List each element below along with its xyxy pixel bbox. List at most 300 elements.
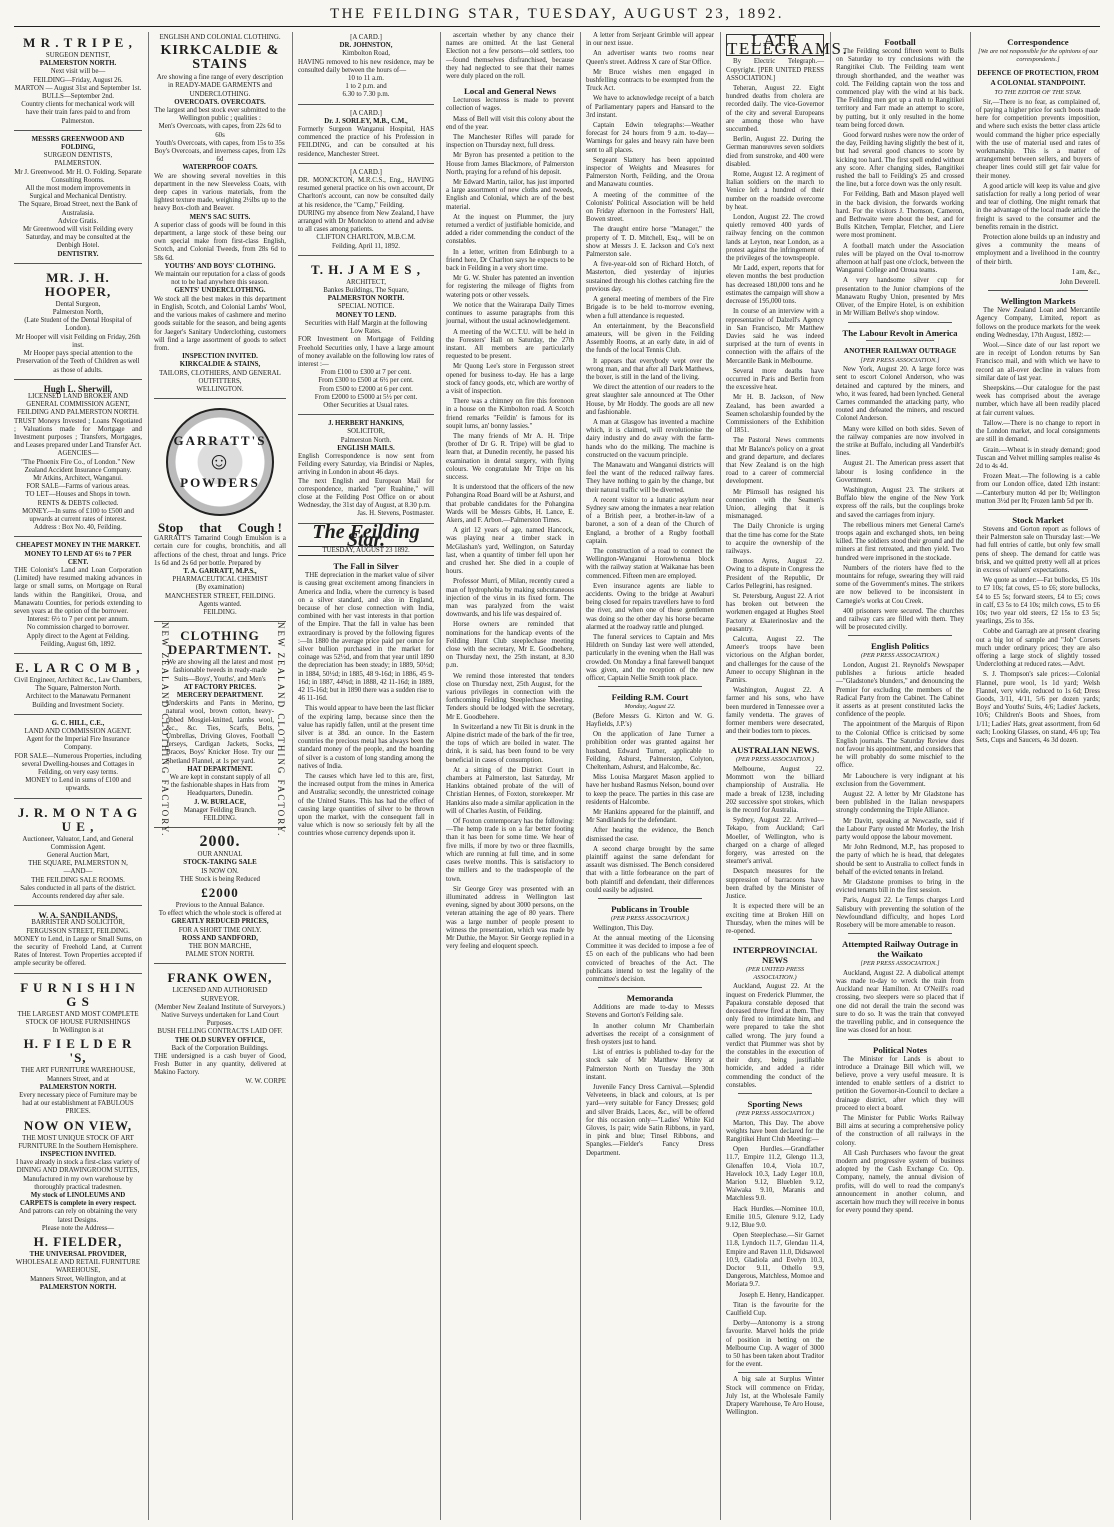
section-divider [988,509,1088,510]
ad-line: PALMERSTON. [54,160,102,168]
ad-line: From £300 to £500 at 6½ per cent. [318,377,414,385]
ad-line: DURING my absence from New Zealand, I have arranged with Dr Monckton to attend and advise to all cases among patients. [298,209,434,234]
ad-line: MERCERY DEPARTMENT. [176,691,264,699]
stocktaking-sale-ad [154,831,286,964]
news-item: It appears that everybody wept over the wrong man, and that after all Dark Matthews, the boxer, is still in the land of the living. [586,357,714,381]
waikato-source: [PER PRESS ASSOCIATION.] [860,960,940,968]
telegram-item: The Daily Chronicle is urging that the time has come for the State to acquire the ownership of the railways. [726,523,824,555]
ad-line: FEILDING AND PALMERSTON NORTH. [17,409,139,417]
ad-line: Accounts rendered day after sale. [31,893,125,901]
ad-line: Next visit will be— [50,68,106,76]
australian-news-source: (PER PRESS ASSOCIATION.) [735,756,815,764]
column-rule [148,32,149,1520]
letter-paragraph: Sir,—There is no fear, as complained of, of paying a higher price for such boots made here for competition prevents imposition, and where such exists the better class article would command the higher price especially with the use of material used and rates of workmanship. This is a matter of arrangement between sellers, and buyers of cheaper lines could still get fair value for their money. [976,98,1100,180]
ad-line: PHARMACEUTICAL CHEMIST [172,576,268,584]
telegram-item: Mr H. B. Jackson, of New Zealand, has been awarded a Seamen scholarship founded by the Commissioners of the Exhibition of 1851. [726,394,824,435]
article-paragraph: A very handsome silver cup for presentation to the Junior champions of the Manawatu Rugby Union, presented by Mrs Oliver, of the Empire Hotel, is on exhibition in Mr William Bellve's shop window. [836,277,964,318]
column-3 [298,32,434,1520]
ad-line: Manufactured in my own warehouse by thoroughly practical tradesmen. [23,1175,133,1191]
ad-line: GREATLY REDUCED PRICES, [171,918,269,926]
article-paragraph: Numbers of the rioters have fled to the mountains for refuge, swearing they will raid some of the Government's mines. The strikers are now believed to be inconsistent in Carnegie's works at Cou Creek. [836,564,964,605]
ad-line: ROSS AND SANDFORD, [182,934,258,942]
letter-paragraph: Protection alone builds up an industry and gives a community the means of employment and a livelihood in the country of their birth. [976,234,1100,266]
garratts-powders-logo [166,408,274,516]
memoranda-heading: Memoranda [626,993,674,1004]
sport-item: Marton, This Day. The above weights have been declared for the Rangitikei Hunt Club Meeting:— [726,1119,824,1143]
news-item: Of Foxton contemporary has the following:—The hemp trade is on a far better footing than it has been for some time. We hear of five mills, if more by two or three flaxmills, which are running at full time, and in some cases twelve months. This is satisfactory to the millers and to the tradespeople of the town. [446,818,574,883]
ad-line: H. F I E L D E R 'S, [23,1036,133,1066]
ad-line: Bankes Buildings, The Square, [323,287,409,295]
article-paragraph: Many were killed on both sides. Seven of the railway companies are now involved in the strike at Buffalo, including all Vanderbilt's lines. [836,425,964,458]
ad-line: HAVING removed to his new residence, may be consulted daily between the hours of— [298,58,434,74]
ad-line: WATERPROOF COATS. [182,164,258,172]
ad-line: LICENSED LAND BROKER AND GENERAL COMMISSION AGENT, [26,392,130,409]
column-7 [836,32,964,1520]
late-telegrams-heading: LATE TELEGRAMS. [727,31,849,59]
section-divider [598,987,702,988]
that-word: that [199,520,222,536]
ad-line: TAILORS, CLOTHIERS, AND GENERAL OUTFITTERS, [159,369,281,385]
ad-line: 6.30 to 7.30 p.m. [342,91,390,99]
news-item: A man at Glasgow has invented a machine which, it is claimed, will revolutionise the dairy industry and do away with the farm-hands who do the milking. The machine is constructed on the vacuum principle. [586,418,714,459]
ad-line: The next English and European Mail for correspondence, marked "per Ruahine," will close at the Feilding Post Office on or about Wednesday, the 31st day of August, at 8.30 p.m. [298,477,434,510]
ad-line: And patrons can rely on obtaining the very latest Designs. [18,1208,138,1224]
article-paragraph: Good forward rushes were now the order of the day, Feilding having slightly the best of it, but had several good chances to score by kicking too hard. The first spell ended without any score. After changing sides, Rangitikei rushed the ball to Feilding's 25 and crossed the line, but a force down was the only result. [836,132,964,189]
news-item: Even insurance agents are liable to accidents. Owing to the bridge at Awahuri being closed for repairs travellers have to ford the river, and when one of these gentlemen was doing so the other day his horse became alarmed at the roadway rattle and plunged. [586,582,714,631]
news-item: A letter from Serjeant Grimble will appear in our next issue. [586,32,714,48]
article-paragraph: The Feilding second fifteen went to Bulls on Saturday to try conclusions with the Rangitikei Club. The Feilding team went through shorthanded, and the weather was cold. The Feilding captain won the toss and commenced play with the wind at his back. The Feilding men got up a rush to Rangitikei territory and Farr made an attempt to score, by putting, but it only resulted in the home team being forced down. [836,48,964,129]
ad-heading: E. L A R C O M B , [15,660,141,675]
cough-word: Cough ! [237,520,282,536]
article-paragraph: ascertain whether by any chance their names are omitted. At the last General Election not a few persons—old settlers, too—found themselves disfranchised, because they had neglected to see that their names were duly placed on the roll. [446,32,574,81]
telegram-item: Rome, August 12. A regiment of Italian soldiers on the march to Venice left a hundred of their number on the roadside overcome by heat. [726,171,824,211]
ad-line: LAND AND COMMISSION AGENT. [24,728,132,736]
market-paragraph: Wool.—Since date of our last report we are in receipt of London returns by San Francisco mail, and with which we have to record an all-over decline in values from similar date of last year. [976,342,1100,382]
masthead-rule [14,26,1100,27]
telegram-item: Mr Ladd, expert, reports that for eleven months the best production has decreased 180,000 tons and he estimates the campaign will show a decrease of 195,000 tons. [726,265,824,306]
ad-line: Auctioneer, Valuator, Land, and General Commission Agent. [22,835,134,851]
letter-salutation: TO THE EDITOR OF THE STAR. [994,89,1082,97]
news-item: In Switzerland a new Tit Bit is drunk in the Alpine district made of the bark of the fir tree, the tops of which are boiled in water. The drink, it is said, has been found to be very beneficial in cases of consumption. [446,723,574,764]
ad-heading: KIRKCALDIE & STAINS [160,43,280,73]
section-divider [848,635,952,636]
ad-line: IS NOW ON. [201,867,239,875]
column-2-advertisements [154,32,286,1520]
johnston-card [298,32,434,105]
ad-line: AGENCIES— [57,450,99,458]
ad-line: English Correspondence is now sent from Feilding every Saturday, via Brindisi or Naples, arriving in London in about 46 days. [298,452,434,477]
ad-heading: MR. J. H. HOOPER, [44,269,112,299]
ad-line: Sales conducted in all parts of the district. [20,884,136,892]
memo-item: Additions are made to-day to Messrs Stevens and Gorton's Feilding sale. [586,1004,714,1020]
stock-market-heading: Stock Market [1012,514,1064,525]
section-divider [598,898,702,899]
article-heading: Local and General News [463,86,557,97]
ad-heading: FRANK OWEN, [167,970,273,986]
article-paragraph: August 21. The American press assert that labour is losing confidence in the Government. [836,460,964,484]
ad-line: DR. MONCKTON, M.R.C.S., Eng., HAVING resumed general practice on his own account, Dr Charlton's account, can now be consulted daily at his residence, the "Camp," Feilding. [298,177,434,209]
ad-line: 10 to 11 a.m. [348,75,384,83]
ad-line: From £100 to £300 at 7 per cent. [320,369,412,377]
ad-line: Jas. H. Stevens, Postmaster. [357,510,434,518]
fielder-furnishings-ad [14,977,142,1296]
news-item: The construction of a road to connect the Wellington-Wanganui Horowhenua block with the railway station at Waikanae has been commenced. Fifteen men are employed. [586,547,714,580]
ad-line: Feilding, April 11, 1892. [332,242,400,250]
section-divider [848,933,952,934]
news-item: Horse owners are reminded that nominations for the handicap events of the Feilding Hunt Club steeplechase meeting close with the secretary, Mr E. Goodbehere, on Thursday next, the 25th instant, at 8.30 p.m. [446,621,574,670]
labour-revolt-heading: The Labour Revolt in America [842,327,958,338]
ad-heading: G. C. HILL, C.E., [51,719,105,727]
railway-outrage-heading: ANOTHER RAILWAY OUTRAGE [843,345,957,355]
court-heading: Feilding R.M. Court [611,692,689,703]
ad-line: Civil Engineer, Architect &c., Law Chambers, The Square, Palmerston North. [14,677,142,693]
ad-line: We are showing all the latest and most fashionable tweeds in ready-made Suits—Boys', Youths', and Men's [166,659,274,683]
article-paragraph: The Minister for Lands is about to introduce a Drainage Bill which will, we believe, prove a very useful measure. It is intended to enable settlers of a district to petition the Governor-in-Council to declare a drainage district, after which they will proceed to elect a board. [836,1055,964,1112]
ad-line: MONEY TO LEND. [335,311,397,319]
ad-line: THE OLD SURVEY OFFICE, [174,1036,266,1044]
court-date: Monday, August 22. [624,703,676,711]
ad-line: Manager Feilding Branch. [183,806,257,814]
article-paragraph: The causes which have led to this are, first, the increased output from the mines in America and Australia; secondly, the unrestricted coinage of the United States. This has had the effect of causing large quantities of silver to be thrown upon the market, with the consequent fall in value which is now so seriously felt by all the countries whose currency depends upon it. [298,773,434,838]
section-divider [848,1039,952,1040]
article-paragraph: 400 prisoners were secured. The churches and railway cars are filled with them. They will be prosecuted civilly. [836,607,964,632]
sport-item: Joseph E. Henry, Handicapper. [739,1291,824,1299]
article-paragraph: London, August 21. Reynold's Newspaper publishes a furious article headed—"Gladstone's blunders," and denouncing the Premier for excluding the members of the Radical Party from the Cabinet. The Cabinet it asserts as at present constituted lacks the confidence of the people. [836,661,964,719]
sport-item: Open Hurdles.—Grandfather 11.7, Empire 11.2, Glengo 11.3, Glenaffen 10.4, Viola 10.7, Havelock 10.3, Lady Leger 10.0, Marion 9.12, Blueblen 9.12, Waiwaka 9.10, Maranis and Matchless 9.0. [726,1146,824,1203]
section-divider [738,939,812,940]
ad-heading: Hugh L. Sherwill, [43,383,113,394]
article-paragraph: New York, August 20. A large force was sent to escort Colonel Anderson, who was detained and captured by the miners, and who, it was feared, had been lynched. General Carnes commanded the attacking party, who routed and defeated the miners, and rescued Colonel Anderson. [836,366,964,423]
ad-line: FOR SALE—Numerous Properties, including several Dwelling-houses and Cottages in Feilding, on very easy terms. [14,752,142,777]
ad-line: I have already in stock a first-class variety of DINING AND DRAWINGROOM SUITES, [16,1159,140,1175]
news-item: At the inquest on Plummer, the jury returned a verdict of justifiable homicide, and added a rider commending the conduct of the constables. [446,213,574,246]
ad-line: "The Phoenix Fire Co., of London." New Zealand Accident Insurance Company. [21,458,135,474]
ad-line: BARRISTER AND SOLICITOR, FERGUSSON STREET, FEILDING. [26,919,130,935]
ad-line: The Square, Broad Street, next the Bank of Australasia. [18,201,138,217]
telegram-item: Calcutta, August 22. The Ameer's troops have been victorious on the Afghan border, and challenges for the cause of the Ameer to occupy Shighnan in the Pamirs. [726,636,824,685]
logo-text-bottom: POWDERS [180,475,260,491]
sport-item: Open Steeplechase.—Sir Garnet 11.8, Lyndoch 11.7, Glendau 11.4, Empire and Raven 11.0, Didsaweel 10.9, Gladiola and Evelyn 10.3, Doctor 9.11, Othello 9.9, Dangerous, Matchless, Momoe and Moriata 9.7. [726,1232,824,1289]
sandilands-solicitor-ad [14,909,142,973]
letter-signature: John Deverell. [1059,279,1100,287]
ad-line: YOUTHS' AND BOYS' CLOTHING. [164,262,276,270]
telegram-item: Teheran, August 22. Eight hundred deaths from cholera are recorded daily. The vice-Governor of the city and several Europeans are among those who have succumbed. [726,85,824,134]
market-paragraph: Frozen Meat.—The following is a cable from our London office, dated 12th instant:—Canterbury mutton 4d per lb; Wellington mutton 3½d per lb; Frozen lamb 5d per lb. [976,473,1100,505]
owen-surveyor-ad [154,967,286,1089]
news-item: A meeting of the W.C.T.U. will be held in the Foresters' Hall on Saturday, the 27th instant. All members are particularly requested to be present. [446,328,574,361]
telegram-item: Sydney, August 22. Arrived—Tekapo, from Auckland; Carl Moeller, of Wellington, who is charged on a charge of alleged forgery, was arrested on the steamer's arrival. [726,817,824,866]
australian-news-heading: AUSTRALIAN NEWS. [730,745,820,756]
ad-line: Manners Street, Wellington, and at [30,1275,126,1283]
article-paragraph: August 22. A letter by Mr Gladstone has been published in the Italian newspapers strongly condemning the Triple Alliance. [836,791,964,815]
ad-line: SPECIAL NOTICE. [337,303,395,311]
article-paragraph: Paris, August 22. Le Temps charges Lord Salisbury with preventing the solution of the Newfoundland difficulty, and hopes Lord Rosebery will be more amenable to reason. [836,897,964,930]
ad-line: DENTISTRY. [57,250,99,258]
hill-land-agent-ad [14,718,142,799]
sport-item: Titan is the favourite for the Caulfield Cup. [726,1301,824,1317]
ad-line: Agent for the Imperial Fire Insurance Company. [26,736,130,752]
article-paragraph: Mr John Redmond, M.P., has proposed to the party of which he is head, that delegates should be sent to Australia to collect funds in behalf of the evicted tenants in Ireland. [836,844,964,876]
market-paragraph: Grain.—Wheat is in steady demand; good Tuscan and Velvet milling samples realise 4s 2d to 4s 4d. [976,446,1100,470]
article-heading: The Fall in Silver [333,561,399,572]
telegram-item: Berlin, August 22. During the German manœuvres seven soldiers died from sunstroke, and 400 were disabled. [726,136,824,168]
news-item: Sir George Grey was presented with an illuminated address in Wellington last evening, signed by about 3000 persons, on the veteran attaining the age of 80 years. There was a large number of people present to witness the presentation, which was made by Mr Duthie, the Mayor. Sir George replied in a very feeling and eloquent speech. [446,885,574,951]
ad-line: £2000 [201,885,239,901]
portrait-icon: ☺ [206,449,234,476]
ad-heading: DR. JOHNSTON, [339,42,393,50]
ad-line: Palmerston North. [340,436,392,444]
ad-line: Mr Greenwood will visit Feilding every Saturday, and may be consulted at the Denbigh Hotel. [22,226,134,250]
memo-item: Juvenile Fancy Dress Carnival.—Splendid Velveteens, in black and colours, at 1s per yard—very suitable for Fancy Dresses; gold and silver Braids, Laces, &c., will be offered for this occasion only—"Ladies' White Kid Gloves, 1s pair; wide Satin Ribbons, in yard, in pink and blue; Tinsel Ribbons, and Spangles.—Fielder's Fancy Dress Department. [586,1083,714,1157]
ad-heading: M R . T R I P E , [23,35,133,50]
ad-line: FEILDING. [203,815,237,823]
ad-line: Previous to the Annual Balance. [175,902,265,910]
article-paragraph: A football match under the Association rules will be played on the Oval to-morrow afternoon at half past one o'clock, between the Wanganui College and Oroua teams. [836,242,964,275]
letter-heading: DEFENCE OF PROTECTION, FROM A COLONIAL STANDPOINT. [977,69,1099,88]
ad-line: In Wellington is at [52,1027,104,1035]
politics-source: (PER PRESS ASSOCIATION.) [860,652,940,660]
ad-line: SOLICITOR, [347,428,385,436]
ad-line: Dental Surgeon, [55,300,101,308]
ad-line: Men's Overcoats, with capes, from 22s 6d to 60s [158,123,282,139]
sherwill-land-broker-ad [14,383,142,538]
ad-line: THE BON MARCHE, [188,943,252,951]
article-paragraph: For Feilding, Bath and Mason played well in the back division, the forwards working hard. For the visitors J. Thomson, Cameron, and Bethwaite were about the best, and for Bulls Kitchen, Templar, Fletcher, and Liere were most prominent. [836,191,964,240]
ad-line: THE undersigned is a cash buyer of Good, Fresh Butter in any quantity, delivered at Makino Factory. [154,1053,286,1077]
news-item: Mr G. W. Shuler has patented an invention for registering the mileage of flights from watering pots or other vessels. [446,275,574,299]
ad-line: FOR Investment on Mortgage of Feilding Freehold Securities only, I have a large amount of money available on the following low rates of interest :— [298,336,434,368]
ad-line: Country clients for mechanical work will have their train fares paid to and from Palmerston. [21,101,135,125]
ad-line: No commission charged to borrower. [26,624,130,632]
ad-line: Interest: 6½ to 7 per cent per annum. [27,616,129,624]
ad-line: BULLS—September 2nd. [42,93,114,101]
column-6-telegrams [726,31,849,1520]
ad-line: FEILDING—Friday, August 26. [33,76,123,84]
telegram-item: Melbourne, August 22. Mommott won the billiard championship of Australia. He made a break of 1238, including 202 successive spot strokes, which is the record for Australia. [726,766,824,815]
ad-line: TO LET—Houses and Shops in town. [25,491,131,499]
telegram-item: Washington, August 22. A farmer and his sons, who have been murdered in Tennessee over a family vendetta. The graves of former members were desecrated, and their bodies torn to pieces. [726,687,824,736]
telegram-item: Buenos Ayres, August 22. Owing to a dispute in Congress the President of the Republic, Dr Carlos Pellegrini, has resigned. [726,558,824,590]
outrage-source: [PER PRESS ASSOCIATION.] [860,356,940,364]
ad-heading: T. H. J A M E S , [311,261,421,277]
masthead-title: THE FEILDING STAR, TUESDAY, AUGUST 23, 1892. [329,6,785,22]
ad-line: FEILDING. [203,608,237,616]
ad-line: Please note the Address— [41,1224,115,1232]
ad-line: [A CARD.] [350,34,382,41]
logo-text-top: GARRATT'S [173,433,267,449]
interprovincial-source: (PER UNITED PRESS ASSOCIATION.) [745,966,805,981]
advertisement-paragraph: A big sale at Surplus Winter Stock will commence on Friday, July 1st, at the Wholesale Family Drapery Warehouse, Te Aro House, Wellington. [726,1376,824,1417]
article-paragraph: Mr Davitt, speaking at Newcastle, said if the Labour Party ousted Mr Morley, the Irish party would oppose the labour movement. [836,817,964,842]
ad-line: MONEY.—In sums of £100 to £500 and upwards at current rates of interest. [22,507,134,523]
ad-line: The largest and best stock ever submitted to the Wellington public ; qualities : [154,107,286,123]
news-item: We remind those interested that tenders close on Thursday next, 25th August, for the various privileges in connection with the forthcoming Feilding Steeplechase Meeting. Tenders should be lodged with the secretary, Mr E. Goodbehere. [446,672,574,721]
telegram-item: The Pastoral News comments that Mr Balance's policy on a great and grand departure, and declares that New Zealand is on the high road to a career of commercial development. [726,437,824,486]
news-item: We have to acknowledge receipt of a batch of Parliamentary papers and Hansard to the 3rd instant. [586,95,714,119]
ad-line: [A CARD.] [350,168,382,176]
ad-line: SURGEON DENTISTS, [43,152,113,160]
stop-that-cough-heading [154,520,286,535]
ad-line: Mr Hooper pays special attention to the Preservation of the Teeth of Children as well as those of adults. [16,350,140,374]
ad-line: RENTS & DEBTS collected. [37,499,119,507]
wellington-markets-heading: Wellington Markets [1000,296,1076,307]
ad-line: FOR SALE—Farms of various areas. [26,483,130,491]
ad-line: THE MOST UNIQUE STOCK OF ART FURNITURE In the Southern Hemisphere. [18,1134,138,1150]
english-politics-heading: English Politics [871,641,929,652]
section-divider [738,739,812,740]
section-divider [738,1372,812,1373]
court-paragraph: Mr Hankins appeared for the plaintiff, and Mr Sandilands for the defendant. [586,809,714,825]
ad-line: We stock all the best makes in this department in English, Scotch, and Colonial Lambs' Wool, and the various makes of cashmere and merino goods suitable for the season, and being agents for Jaeger's Sanitary Underclothing, customers will find a large assortment of goods to select from. [154,295,286,352]
news-item: Mr Quong Lee's store in Fergusson street opened for business to-day. He has a large stock of fancy goods, etc, which are worthy of a visit of inspection. [446,363,574,395]
ad-line: Apply direct to the Agent at Feilding. [26,632,130,640]
ad-line: MONEY to Lend in sums of £100 and upwards. [25,777,131,793]
telegram-item: Auckland, August 22. At the inquest on Frederick Plummer, the Papakura constable deposed that deceased threw fired at them. They only fired to intimidate him, and were prepared to take the shot called wrong. The jury found a verdict that Plummer was shot by the constables in the execution of their duty, being justifiable homicide, and added a rider commending the conduct of the constables. [726,983,824,1089]
telegram-item: Despatch measures for the suppression of barracoons have been drafted by the Minister of Justice. [726,868,824,901]
ad-line: INSPECTION INVITED. [40,1150,116,1158]
market-paragraph: We quote as under:—Fat bullocks, £5 10s to £7 10s; fat cows, £5 to £6; store bullocks, £4 to £5 5s; forward steers, £4 to £5; cows in calf, £3 5s to £4 10s; milch cows, £5 to £6 10s; two year old steers, £2 15s to £3 5s; yearlings, 25s to 35s. [976,577,1100,626]
james-architect-ad [298,259,434,415]
montague-auctioneer-ad [14,802,142,907]
ad-line: WHOLESALE AND RETAIL FURNITURE WAREHOUSE, [15,1259,141,1275]
ad-line: AT FACTORY PRICES. [183,683,257,691]
ad-line: TRUST Moneys Invested ; Loans Negotiated ; Valuations made for Mortgage and Investment purposes ; Transfers, Mortgages, and Leases prepared under Land Transfer Act. [14,417,142,450]
market-paragraph: The New Zealand Loan and Mercantile Agency Company, Limited, report as follows on the produce markets for the week ending Wednesday, 17th August, 1892:— [976,307,1100,339]
ad-line: (Member New Zealand Institute of Surveyors.) [155,1003,285,1011]
ad-line: To effect which the whole stock is offered at [158,910,282,918]
ad-line: PALMERSTON NORTH. [39,1283,117,1291]
nz-clothing-factory-ad [154,625,286,828]
ad-line: Back of the Corporation Buildings. [171,1044,269,1052]
ad-line: Agents wanted. [198,600,242,608]
telegram-item: Mr Plimsoll has resigned his connection with the Seamen's Union, alleging that it is mismanaged. [726,488,824,521]
ad-line: WELLINGTON. [196,385,244,393]
ad-line: General Auction Mart, [46,852,110,860]
column-rule [970,32,971,1520]
sporting-news-source: (PER PRESS ASSOCIATION.) [735,1109,815,1117]
vertical-banner-left: NEW ZEALAND CLOTHING FACTORY. [160,622,170,838]
ad-line: OUR ANNUAL [197,851,243,859]
column-rule [440,32,441,1520]
greenwood-dentists-ad [14,134,142,264]
ad-line: NOW ON VIEW, [23,1117,133,1133]
ad-line: THE Stock is being Reduced [180,875,260,883]
stop-word: Stop [158,520,184,536]
ad-line: Mr J. Greenwood. Mr H. O. Folding. Separate Consulting Rooms. [14,168,142,184]
article-paragraph: This would appear to have been the last flicker of the expiring lamp, because since then the value has rapidly fallen, until at the present time silver is at 38d. an ounce. In the Eastern countries the precious metal has always been the standard money of the people, and the hoarding of silver is a custom of long standing among the natives of India. [298,705,434,770]
ad-line: THE Colonist's Land and Loan Corporation (Limited) have resumed making advances in large or small sums, on Mortgage on Rural lands within the Rangitikei, Oroua, and Manawatu Counties, for periods extending to seven years at the option of the borrower. [14,566,142,615]
market-paragraph: Sheepskins.—Our catalogue for the past week has comprised about the average number, which have all been readily placed at fair current values. [976,385,1100,417]
monckton-card [298,167,434,256]
section-divider [598,686,702,687]
ad-line: Mr Atkins, Architect, Wanganui. [33,474,123,482]
article-paragraph: Mr Labouchere is very indignant at his exclusion from the Government. [836,772,964,788]
ad-line: PALMERSTON NORTH. [327,295,405,303]
ad-heading: MONEY TO LEND AT 6½ to 7 PER CENT. [24,550,132,566]
ad-line: [A CARD.] [350,109,382,117]
ad-heading: 2000. [199,833,241,851]
ad-line: (By examination) [195,584,245,592]
article-paragraph: Mr Gladstone promises to bring in the evicted tenants bill in the first session. [836,879,964,895]
ad-line: 1 to 2 p.m. and [345,83,387,91]
ad-line: MARTON — August 31st and September 1st. [14,84,142,92]
ad-line: BUSH FELLING CONTRACTS LAID OFF. [157,1028,283,1036]
ad-line: Securities with Half Margin at the following Low Rates. [304,319,428,336]
ad-line: ARCHITECT, [346,278,386,286]
ad-line: We maintain our reputation for a class of goods not to be had anywhere this season. [154,271,286,287]
ad-line: MEN'S SAC SUITS. [189,213,251,221]
news-item: Mr Byron has presented a petition to the House from James Blackmore, of Palmerston North, praying for a refund of his deposit. [446,152,574,176]
correspondence-heading: Correspondence [1007,37,1069,47]
court-paragraph: Miss Louisa Margaret Mason applied to have her husband Rasmus Nelson, bound over to keep the peace. The parties in this case are residents of Halcombe. [586,774,714,806]
hankins-solicitor-ad [298,418,434,523]
ad-line: KIRKCALDIE & STAINS, [179,361,261,369]
ad-line: ENGLISH MAILS. [337,444,395,452]
news-item: A girl 12 years of age, named Hancock, was playing near a timber stack in McGlashan's yard, Wellington, on Saturday last, when a quantity of timber fell upon her and crushed her. She died in a couple of hours. [446,527,574,576]
article-paragraph: At the annual meeting of the Licensing Committee it was decided to impose a fee of £5 on each of the publicans who had been convicted of breaches of the Act. The publicans intend to test the legality of the committee's decision. [586,934,714,983]
ad-line: SURGEON DENTIST, [45,52,111,59]
ad-line: OVERCOATS. OVERCOATS. [174,98,266,106]
newspaper-nameplate: The Feilding Star. [312,520,420,551]
news-item: Mr Edward Martin, tailor, has just imported a large assortment of new cloths and tweeds, English and Colonial, which are of the best material. [446,179,574,211]
ad-line: T. A. GARRATT, M.P.S., [183,567,257,575]
ad-line: Native Surveys undertaken for Land Court Purposes. [161,1012,279,1028]
column-8 [976,32,1100,1520]
hooper-dentist-ad [14,267,142,380]
ad-heading: F U R N I S H I N G S [20,979,136,1009]
news-item: We notice that the Wairarapa Daily Times continues to assume paragraphs from this journal, without the usual acknowledgement. [446,301,574,326]
ad-line: W. W. CORPE [245,1077,286,1085]
article-paragraph: Wellington, This Day. [593,924,654,932]
garratts-powders-ad [154,402,286,622]
telegram-item: By Electric Telegraph.—Copyright. [PER UNITED PRESS ASSOCIATION.] [726,58,824,82]
ad-line: PALMERSTON NORTH. [39,60,117,68]
court-paragraph: A second charge brought by the same plaintiff against the same defendant for assault was dismissed. The Bench considered that with a little forbearance on the part of both plaintiff and defendant, their differences could easily be adjusted. [586,845,714,894]
article-paragraph: The appointment of the Marquis of Ripon to the Colonial Office is criticised by some English journals. The Saturday Review does not favour his appointment, and considers that he will probably do some mischief to the office. [836,721,964,770]
article-paragraph: THE depreciation in the market value of silver is causing great excitement among financiers in America and India, where the currency is based on a silver standard, and also in England, because of her close connection with India, combined with her vast interests in that portion of the Empire. That the fall in value has been extraordinary is proved by the following figures :—In 1880 the average price paid per ounce for silver bullion purchased in the market for coinage was 52½d, and from that year until 1890 the depreciation has been steady; in 1889, 50½d; in 1884, 50½d; in 1885, 48 9-16d; in 1886, 45 9-16d; in 1887, 44¾d; in 1888, 42 11-16d; in 1889, 42 15-16d; but in 1890 there was a sudden rise to 46 11-16d. [298,572,434,703]
ad-line: MONEY to Lend, in Large or Small Sums, on the security of Freehold Land, at Current Rates of Interest. Town Properties accepted if ample security be offered. [14,935,142,968]
sport-item: Derby—Antonomy is a strong favourite. Marvel holds the pride of position in betting on the Melbourne Cup. A wager of 3000 to 50 has been taken about Traditor for the event. [726,1320,824,1369]
sport-item: Hack Hurdles.—Nominee 10.0, Emilie 10.5, Glenure 9.12, Lady 9.12, Blue 9.0. [726,1205,824,1229]
sporting-news-heading: Sporting News [747,1098,803,1109]
news-item: Captain Edwin telegraphs:—Weather forecast for 24 hours from 9 a.m. to-day—Warnings for gales and heavy rain have been sent to all places. [586,122,714,154]
ad-line: Address : Box No. 40, Feilding. [33,524,123,532]
news-item: There was a chimney on fire this forenoon in a house on the Kimbolton road. A Scotch friend remarks "Feildin' is famous for its soupit lums, an' bonny lassies." [446,398,574,430]
ad-line: From £2000 to £5000 at 5½ per cent. [314,393,418,401]
column-1-advertisements [14,32,142,1520]
telegram-item: In course of an interview with a representative of Dalzell's Agency in San Francisco, Mr Matthew Davies said he was indeed surprised at the turn of events in connection with the affairs of the Mercantile Bank in Melbourne. [726,308,824,365]
column-rule [830,32,831,1520]
ad-line: MANCHESTER STREET, FEILDING. [164,592,276,600]
ad-line: Other Securities at Usual rates. [323,401,409,409]
ad-line: Youth's Overcoats, with capes, from 15s to 35s [155,139,285,147]
ad-line: Feilding, August 6th, 1892. [40,640,116,648]
ad-line: ENGLISH AND COLONIAL CLOTHING. [159,34,281,41]
publicans-source: (PER PRESS ASSOCIATION.) [610,915,690,923]
tripe-dentist-ad [14,32,142,131]
article-paragraph: The rebellious miners met General Carne's troops again and exchanged shots, ten being killed. The soldiers stood their ground and the miners at first retreated, and then yield. Two hundred were imprisoned in the stockade. [836,521,964,562]
article-paragraph: Auckland, August 22. A diabolical attempt was made to-day to wreck the train from Auckland near Hamilton. At O'Neill's road crossing, two sleepers were so placed that if one did not derail the train the second was sure to do so. It was the train that conveyed the travelling public, and in consequence the line was closed for an hour. [836,969,964,1035]
ad-line: Boy's Overcoats, and inverness capes, from 12s 6d [154,148,286,164]
article-paragraph: All Cash Purchasers who favour the great modern and progressive system of business adopted by the Cash Exchange Co. Op. Company, namely, the annual division of profits, will do well to read the company's announcement in another column, and ascertain how much they will receive in bonus for every pound they spend. [836,1149,965,1215]
ad-line: We are showing several novelties in this department in the new Sleeveless Coats, with deep capes in various materials, from the lightest texture made, weighing 2½lbs up to the heavy Box-cloth and Beaver. [154,172,286,213]
ad-line: My stock of LINOLEUMS AND CARPETS is complete in every respect. [19,1191,137,1208]
column-rule [720,32,721,1520]
football-heading: Football [884,37,916,47]
ad-line: From £500 to £2000 at 6 per cent. [319,385,413,393]
ad-line: LICENSED AND AUTHORISED SURVEYOR. [172,987,268,1003]
dateline: TUESDAY, AUGUST 23 1892. [298,546,434,556]
